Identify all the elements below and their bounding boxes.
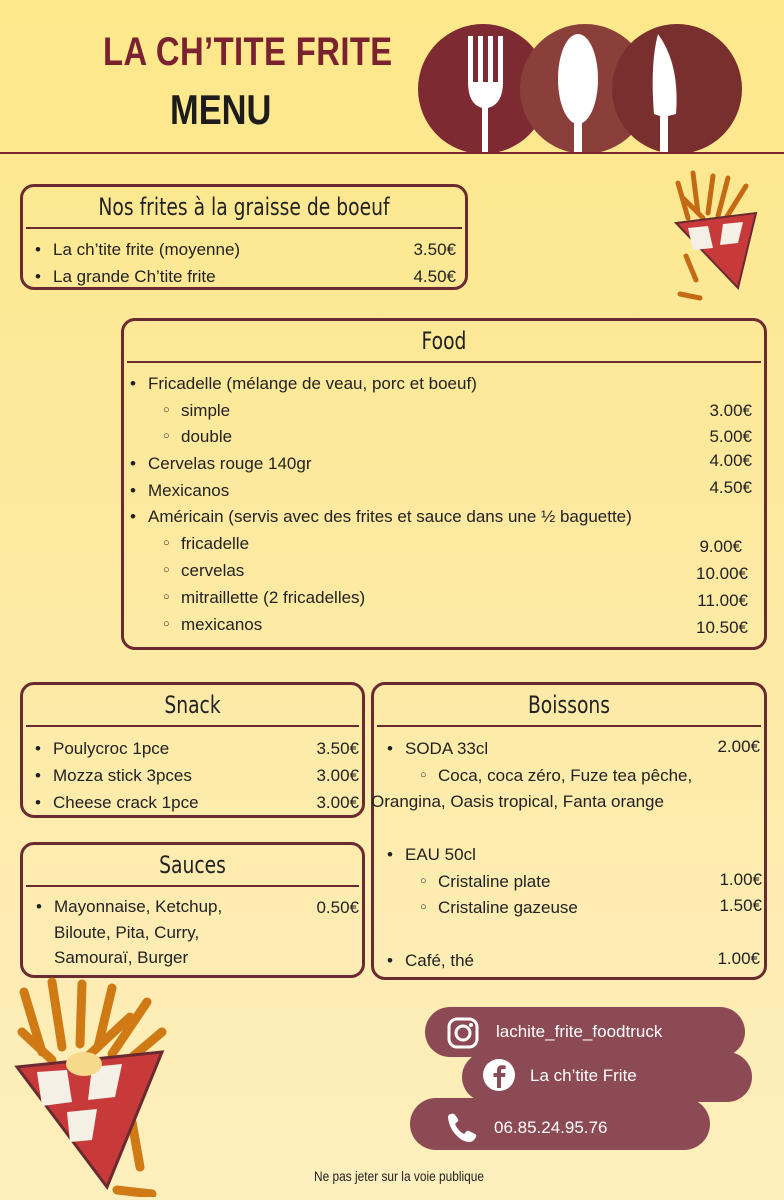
food-price: 5.00€: [709, 427, 752, 446]
food-divider: [127, 361, 761, 363]
frites-price: 3.50€: [413, 240, 456, 259]
snack-price: 3.00€: [316, 793, 359, 812]
food-price: 4.00€: [709, 451, 752, 470]
sauces-item-cont: Samouraï, Burger: [54, 948, 189, 967]
boissons-item: • SODA 33cl: [405, 739, 488, 759]
frites-section: [20, 184, 468, 290]
food-price: 10.50€: [696, 618, 748, 637]
boissons-price: 1.50€: [719, 896, 762, 915]
boissons-section: [371, 682, 767, 980]
snack-price: 3.50€: [316, 739, 359, 758]
sauces-title: Sauces: [159, 851, 226, 879]
food-item: • Américain (servis avec des frites et sauce dans une ½ baguette): [148, 507, 632, 527]
boissons-subitem-cont: Orangina, Oasis tropical, Fanta orange: [371, 792, 664, 811]
boissons-price: 1.00€: [719, 870, 762, 889]
boissons-item: • EAU 50cl: [405, 845, 476, 865]
sauces-item-cont: Biloute, Pita, Curry,: [54, 923, 200, 942]
sauces-item: • Mayonnaise, Ketchup,: [54, 897, 222, 917]
boissons-subitem: ○ Cristaline plate: [438, 872, 550, 892]
snack-section: [20, 682, 365, 818]
brand-title: LA CH’TITE FRITE: [103, 30, 393, 74]
boissons-price: 1.00€: [717, 949, 760, 968]
boissons-item: • Café, thé: [405, 951, 474, 971]
facebook-icon: [482, 1058, 516, 1092]
food-subitem: ○ mitraillette (2 fricadelles): [181, 588, 365, 608]
boissons-title: Boissons: [527, 691, 611, 719]
food-subitem: ○ double: [181, 427, 232, 447]
food-item: • Mexicanos: [148, 481, 229, 501]
food-price: 10.00€: [696, 564, 748, 583]
food-item: • Fricadelle (mélange de veau, porc et boeuf): [148, 374, 477, 394]
food-title: Food: [421, 327, 467, 355]
frites-price: 4.50€: [413, 267, 456, 286]
snack-title: Snack: [164, 691, 221, 719]
frites-divider: [26, 227, 462, 229]
sauces-price: 0.50€: [316, 898, 359, 917]
header-divider: [0, 152, 784, 154]
food-item: • Cervelas rouge 140gr: [148, 454, 311, 474]
food-subitem: ○ cervelas: [181, 561, 244, 581]
phone-number[interactable]: 06.85.24.95.76: [494, 1118, 608, 1137]
fries-cone-icon: [668, 168, 768, 303]
food-subitem: ○ simple: [181, 401, 230, 421]
food-price: 9.00€: [699, 537, 742, 556]
fork-spoon-knife-icon: [418, 24, 748, 154]
boissons-price: 2.00€: [717, 737, 760, 756]
footer-note: Ne pas jeter sur la voie publique: [314, 1168, 485, 1184]
boissons-subitem: ○ Coca, coca zéro, Fuze tea pêche,: [438, 766, 692, 786]
frites-title: Nos frites à la graisse de boeuf: [98, 193, 390, 221]
snack-price: 3.00€: [316, 766, 359, 785]
phone-icon: [444, 1110, 480, 1146]
food-section: [121, 318, 767, 650]
fries-cone-icon: [12, 972, 172, 1197]
snack-item: • Mozza stick 3pces: [53, 766, 192, 786]
snack-divider: [26, 725, 359, 727]
frites-item: • La ch’tite frite (moyenne): [53, 240, 240, 260]
food-subitem: ○ mexicanos: [181, 615, 262, 635]
food-subitem: ○ fricadelle: [181, 534, 249, 554]
facebook-name[interactable]: La ch’tite Frite: [530, 1066, 637, 1085]
frites-item: • La grande Ch’tite frite: [53, 267, 216, 287]
sauces-divider: [26, 885, 359, 887]
menu-title: MENU: [170, 86, 272, 133]
snack-item: • Cheese crack 1pce: [53, 793, 199, 813]
snack-item: • Poulycroc 1pce: [53, 739, 169, 759]
food-price: 4.50€: [709, 478, 752, 497]
boissons-subitem: ○ Cristaline gazeuse: [438, 898, 578, 918]
food-price: 11.00€: [697, 591, 748, 610]
instagram-icon: [446, 1016, 480, 1050]
food-price: 3.00€: [709, 401, 752, 420]
boissons-divider: [377, 725, 761, 727]
sauces-section: [20, 842, 365, 978]
instagram-handle[interactable]: lachite_frite_foodtruck: [496, 1022, 663, 1041]
